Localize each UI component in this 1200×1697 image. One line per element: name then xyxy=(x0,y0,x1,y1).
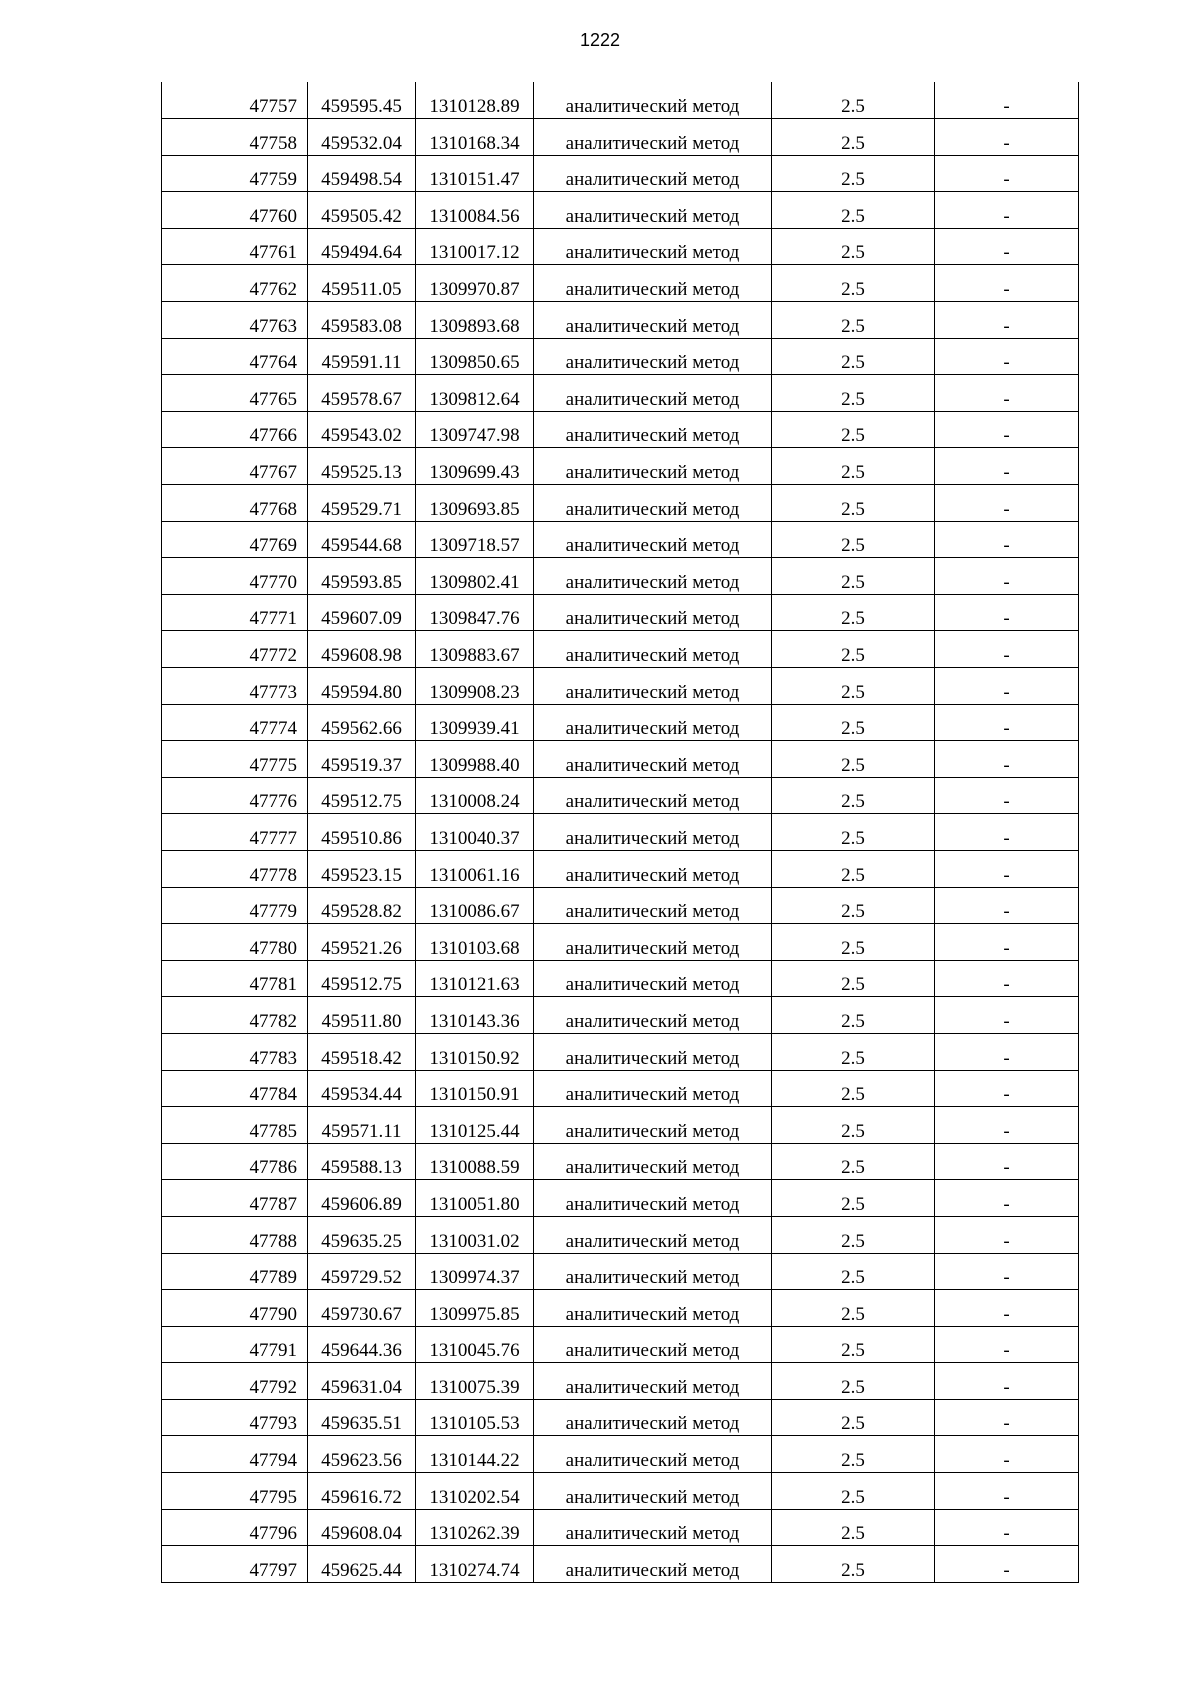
note-cell: - xyxy=(935,1033,1079,1070)
point-number-cell: 47779 xyxy=(162,887,308,924)
accuracy-cell: 2.5 xyxy=(772,887,935,924)
method-cell: аналитический метод xyxy=(534,338,772,375)
table-row xyxy=(162,1546,1079,1583)
accuracy-cell: 2.5 xyxy=(772,960,935,997)
point-number-cell: 47764 xyxy=(162,338,308,375)
table-row xyxy=(162,228,1079,265)
note-cell: - xyxy=(935,668,1079,705)
method-cell: аналитический метод xyxy=(534,741,772,778)
accuracy-cell: 2.5 xyxy=(772,192,935,229)
y-coordinate-cell: 1310084.56 xyxy=(416,192,534,229)
point-number-cell: 47760 xyxy=(162,192,308,229)
method-cell: аналитический метод xyxy=(534,1326,772,1363)
note-cell: - xyxy=(935,265,1079,302)
note-cell: - xyxy=(935,1290,1079,1327)
y-coordinate-cell: 1309893.68 xyxy=(416,302,534,339)
note-cell: - xyxy=(935,1509,1079,1546)
table-row xyxy=(162,302,1079,339)
accuracy-cell: 2.5 xyxy=(772,1216,935,1253)
point-number-cell: 47780 xyxy=(162,924,308,961)
y-coordinate-cell: 1310031.02 xyxy=(416,1216,534,1253)
y-coordinate-cell: 1309974.37 xyxy=(416,1253,534,1290)
y-coordinate-cell: 1310088.59 xyxy=(416,1143,534,1180)
table-row xyxy=(162,521,1079,558)
table-row xyxy=(162,594,1079,631)
table-row xyxy=(162,82,1079,119)
method-cell: аналитический метод xyxy=(534,594,772,631)
note-cell: - xyxy=(935,375,1079,412)
y-coordinate-cell: 1309693.85 xyxy=(416,485,534,522)
x-coordinate-cell: 459532.04 xyxy=(308,119,416,156)
point-number-cell: 47757 xyxy=(162,82,308,119)
table-row xyxy=(162,814,1079,851)
y-coordinate-cell: 1310128.89 xyxy=(416,82,534,119)
table-row xyxy=(162,1180,1079,1217)
x-coordinate-cell: 459608.98 xyxy=(308,631,416,668)
point-number-cell: 47782 xyxy=(162,997,308,1034)
y-coordinate-cell: 1310103.68 xyxy=(416,924,534,961)
y-coordinate-cell: 1310150.92 xyxy=(416,1033,534,1070)
method-cell: аналитический метод xyxy=(534,302,772,339)
y-coordinate-cell: 1309847.76 xyxy=(416,594,534,631)
note-cell: - xyxy=(935,1436,1079,1473)
page-number: 1222 xyxy=(579,30,621,50)
y-coordinate-cell: 1309975.85 xyxy=(416,1290,534,1327)
x-coordinate-cell: 459523.15 xyxy=(308,850,416,887)
table-row xyxy=(162,1326,1079,1363)
x-coordinate-cell: 459729.52 xyxy=(308,1253,416,1290)
x-coordinate-cell: 459588.13 xyxy=(308,1143,416,1180)
accuracy-cell: 2.5 xyxy=(772,1107,935,1144)
table-row xyxy=(162,741,1079,778)
accuracy-cell: 2.5 xyxy=(772,1363,935,1400)
table-row xyxy=(162,411,1079,448)
x-coordinate-cell: 459595.45 xyxy=(308,82,416,119)
method-cell: аналитический метод xyxy=(534,1509,772,1546)
x-coordinate-cell: 459518.42 xyxy=(308,1033,416,1070)
method-cell: аналитический метод xyxy=(534,1216,772,1253)
point-number-cell: 47775 xyxy=(162,741,308,778)
note-cell: - xyxy=(935,850,1079,887)
accuracy-cell: 2.5 xyxy=(772,631,935,668)
y-coordinate-cell: 1310125.44 xyxy=(416,1107,534,1144)
x-coordinate-cell: 459528.82 xyxy=(308,887,416,924)
point-number-cell: 47770 xyxy=(162,558,308,595)
y-coordinate-cell: 1309747.98 xyxy=(416,411,534,448)
table-row xyxy=(162,1399,1079,1436)
table-row xyxy=(162,997,1079,1034)
note-cell: - xyxy=(935,631,1079,668)
note-cell: - xyxy=(935,82,1079,119)
note-cell: - xyxy=(935,448,1079,485)
y-coordinate-cell: 1309812.64 xyxy=(416,375,534,412)
x-coordinate-cell: 459644.36 xyxy=(308,1326,416,1363)
point-number-cell: 47789 xyxy=(162,1253,308,1290)
x-coordinate-cell: 459631.04 xyxy=(308,1363,416,1400)
table-row xyxy=(162,265,1079,302)
note-cell: - xyxy=(935,302,1079,339)
accuracy-cell: 2.5 xyxy=(772,411,935,448)
point-number-cell: 47772 xyxy=(162,631,308,668)
y-coordinate-cell: 1309970.87 xyxy=(416,265,534,302)
accuracy-cell: 2.5 xyxy=(772,850,935,887)
accuracy-cell: 2.5 xyxy=(772,814,935,851)
accuracy-cell: 2.5 xyxy=(772,82,935,119)
method-cell: аналитический метод xyxy=(534,668,772,705)
method-cell: аналитический метод xyxy=(534,924,772,961)
note-cell: - xyxy=(935,741,1079,778)
point-number-cell: 47774 xyxy=(162,704,308,741)
note-cell: - xyxy=(935,1546,1079,1583)
point-number-cell: 47776 xyxy=(162,777,308,814)
x-coordinate-cell: 459571.11 xyxy=(308,1107,416,1144)
method-cell: аналитический метод xyxy=(534,1107,772,1144)
method-cell: аналитический метод xyxy=(534,1070,772,1107)
point-number-cell: 47758 xyxy=(162,119,308,156)
method-cell: аналитический метод xyxy=(534,997,772,1034)
x-coordinate-cell: 459607.09 xyxy=(308,594,416,631)
x-coordinate-cell: 459562.66 xyxy=(308,704,416,741)
y-coordinate-cell: 1309883.67 xyxy=(416,631,534,668)
y-coordinate-cell: 1310144.22 xyxy=(416,1436,534,1473)
point-number-cell: 47765 xyxy=(162,375,308,412)
coordinates-table xyxy=(161,82,1079,1583)
point-number-cell: 47788 xyxy=(162,1216,308,1253)
y-coordinate-cell: 1310008.24 xyxy=(416,777,534,814)
accuracy-cell: 2.5 xyxy=(772,448,935,485)
note-cell: - xyxy=(935,1216,1079,1253)
table-row xyxy=(162,155,1079,192)
y-coordinate-cell: 1309718.57 xyxy=(416,521,534,558)
note-cell: - xyxy=(935,1253,1079,1290)
table-row xyxy=(162,1253,1079,1290)
method-cell: аналитический метод xyxy=(534,485,772,522)
point-number-cell: 47795 xyxy=(162,1473,308,1510)
table-row xyxy=(162,375,1079,412)
x-coordinate-cell: 459529.71 xyxy=(308,485,416,522)
point-number-cell: 47796 xyxy=(162,1509,308,1546)
method-cell: аналитический метод xyxy=(534,850,772,887)
point-number-cell: 47769 xyxy=(162,521,308,558)
accuracy-cell: 2.5 xyxy=(772,777,935,814)
note-cell: - xyxy=(935,1070,1079,1107)
table-row xyxy=(162,1363,1079,1400)
table-row xyxy=(162,192,1079,229)
method-cell: аналитический метод xyxy=(534,1180,772,1217)
y-coordinate-cell: 1310075.39 xyxy=(416,1363,534,1400)
accuracy-cell: 2.5 xyxy=(772,1399,935,1436)
accuracy-cell: 2.5 xyxy=(772,741,935,778)
y-coordinate-cell: 1310262.39 xyxy=(416,1509,534,1546)
point-number-cell: 47792 xyxy=(162,1363,308,1400)
method-cell: аналитический метод xyxy=(534,1143,772,1180)
note-cell: - xyxy=(935,1107,1079,1144)
table-row xyxy=(162,887,1079,924)
point-number-cell: 47763 xyxy=(162,302,308,339)
x-coordinate-cell: 459510.86 xyxy=(308,814,416,851)
method-cell: аналитический метод xyxy=(534,228,772,265)
method-cell: аналитический метод xyxy=(534,814,772,851)
note-cell: - xyxy=(935,1473,1079,1510)
point-number-cell: 47787 xyxy=(162,1180,308,1217)
note-cell: - xyxy=(935,119,1079,156)
accuracy-cell: 2.5 xyxy=(772,485,935,522)
point-number-cell: 47768 xyxy=(162,485,308,522)
x-coordinate-cell: 459511.80 xyxy=(308,997,416,1034)
note-cell: - xyxy=(935,997,1079,1034)
table-row xyxy=(162,1033,1079,1070)
point-number-cell: 47767 xyxy=(162,448,308,485)
accuracy-cell: 2.5 xyxy=(772,1290,935,1327)
accuracy-cell: 2.5 xyxy=(772,1253,935,1290)
x-coordinate-cell: 459730.67 xyxy=(308,1290,416,1327)
accuracy-cell: 2.5 xyxy=(772,924,935,961)
point-number-cell: 47766 xyxy=(162,411,308,448)
table-row xyxy=(162,119,1079,156)
accuracy-cell: 2.5 xyxy=(772,265,935,302)
x-coordinate-cell: 459593.85 xyxy=(308,558,416,595)
accuracy-cell: 2.5 xyxy=(772,1070,935,1107)
note-cell: - xyxy=(935,594,1079,631)
table-row xyxy=(162,1216,1079,1253)
accuracy-cell: 2.5 xyxy=(772,338,935,375)
method-cell: аналитический метод xyxy=(534,265,772,302)
y-coordinate-cell: 1310151.47 xyxy=(416,155,534,192)
point-number-cell: 47791 xyxy=(162,1326,308,1363)
table-row xyxy=(162,924,1079,961)
accuracy-cell: 2.5 xyxy=(772,594,935,631)
note-cell: - xyxy=(935,1180,1079,1217)
point-number-cell: 47762 xyxy=(162,265,308,302)
method-cell: аналитический метод xyxy=(534,1033,772,1070)
x-coordinate-cell: 459625.44 xyxy=(308,1546,416,1583)
method-cell: аналитический метод xyxy=(534,411,772,448)
x-coordinate-cell: 459511.05 xyxy=(308,265,416,302)
y-coordinate-cell: 1310121.63 xyxy=(416,960,534,997)
accuracy-cell: 2.5 xyxy=(772,558,935,595)
accuracy-cell: 2.5 xyxy=(772,375,935,412)
method-cell: аналитический метод xyxy=(534,887,772,924)
table-row xyxy=(162,485,1079,522)
note-cell: - xyxy=(935,1363,1079,1400)
method-cell: аналитический метод xyxy=(534,704,772,741)
accuracy-cell: 2.5 xyxy=(772,1143,935,1180)
point-number-cell: 47784 xyxy=(162,1070,308,1107)
x-coordinate-cell: 459543.02 xyxy=(308,411,416,448)
y-coordinate-cell: 1310040.37 xyxy=(416,814,534,851)
method-cell: аналитический метод xyxy=(534,777,772,814)
x-coordinate-cell: 459578.67 xyxy=(308,375,416,412)
x-coordinate-cell: 459498.54 xyxy=(308,155,416,192)
accuracy-cell: 2.5 xyxy=(772,1546,935,1583)
y-coordinate-cell: 1310168.34 xyxy=(416,119,534,156)
note-cell: - xyxy=(935,777,1079,814)
note-cell: - xyxy=(935,924,1079,961)
x-coordinate-cell: 459635.51 xyxy=(308,1399,416,1436)
table-row xyxy=(162,1107,1079,1144)
table-row xyxy=(162,668,1079,705)
x-coordinate-cell: 459616.72 xyxy=(308,1473,416,1510)
note-cell: - xyxy=(935,155,1079,192)
x-coordinate-cell: 459608.04 xyxy=(308,1509,416,1546)
method-cell: аналитический метод xyxy=(534,375,772,412)
note-cell: - xyxy=(935,960,1079,997)
x-coordinate-cell: 459635.25 xyxy=(308,1216,416,1253)
note-cell: - xyxy=(935,228,1079,265)
y-coordinate-cell: 1310045.76 xyxy=(416,1326,534,1363)
table-row xyxy=(162,850,1079,887)
point-number-cell: 47777 xyxy=(162,814,308,851)
note-cell: - xyxy=(935,411,1079,448)
table-row xyxy=(162,1509,1079,1546)
method-cell: аналитический метод xyxy=(534,82,772,119)
note-cell: - xyxy=(935,814,1079,851)
table-row xyxy=(162,704,1079,741)
x-coordinate-cell: 459494.64 xyxy=(308,228,416,265)
y-coordinate-cell: 1310061.16 xyxy=(416,850,534,887)
y-coordinate-cell: 1309988.40 xyxy=(416,741,534,778)
y-coordinate-cell: 1310274.74 xyxy=(416,1546,534,1583)
y-coordinate-cell: 1310150.91 xyxy=(416,1070,534,1107)
note-cell: - xyxy=(935,704,1079,741)
y-coordinate-cell: 1310086.67 xyxy=(416,887,534,924)
x-coordinate-cell: 459519.37 xyxy=(308,741,416,778)
table-row xyxy=(162,777,1079,814)
method-cell: аналитический метод xyxy=(534,448,772,485)
method-cell: аналитический метод xyxy=(534,1473,772,1510)
coordinates-table-body xyxy=(162,82,1079,1582)
accuracy-cell: 2.5 xyxy=(772,1436,935,1473)
note-cell: - xyxy=(935,338,1079,375)
table-row xyxy=(162,1070,1079,1107)
method-cell: аналитический метод xyxy=(534,1436,772,1473)
note-cell: - xyxy=(935,887,1079,924)
note-cell: - xyxy=(935,1143,1079,1180)
table-row xyxy=(162,1473,1079,1510)
x-coordinate-cell: 459512.75 xyxy=(308,777,416,814)
note-cell: - xyxy=(935,485,1079,522)
table-row xyxy=(162,1143,1079,1180)
point-number-cell: 47790 xyxy=(162,1290,308,1327)
method-cell: аналитический метод xyxy=(534,631,772,668)
accuracy-cell: 2.5 xyxy=(772,155,935,192)
y-coordinate-cell: 1309850.65 xyxy=(416,338,534,375)
accuracy-cell: 2.5 xyxy=(772,302,935,339)
x-coordinate-cell: 459544.68 xyxy=(308,521,416,558)
y-coordinate-cell: 1309939.41 xyxy=(416,704,534,741)
x-coordinate-cell: 459594.80 xyxy=(308,668,416,705)
table-row xyxy=(162,1290,1079,1327)
point-number-cell: 47773 xyxy=(162,668,308,705)
accuracy-cell: 2.5 xyxy=(772,1326,935,1363)
note-cell: - xyxy=(935,521,1079,558)
y-coordinate-cell: 1310143.36 xyxy=(416,997,534,1034)
accuracy-cell: 2.5 xyxy=(772,521,935,558)
x-coordinate-cell: 459512.75 xyxy=(308,960,416,997)
point-number-cell: 47778 xyxy=(162,850,308,887)
y-coordinate-cell: 1310202.54 xyxy=(416,1473,534,1510)
table-row xyxy=(162,448,1079,485)
x-coordinate-cell: 459606.89 xyxy=(308,1180,416,1217)
table-row xyxy=(162,960,1079,997)
note-cell: - xyxy=(935,1326,1079,1363)
method-cell: аналитический метод xyxy=(534,1253,772,1290)
note-cell: - xyxy=(935,192,1079,229)
method-cell: аналитический метод xyxy=(534,521,772,558)
x-coordinate-cell: 459521.26 xyxy=(308,924,416,961)
method-cell: аналитический метод xyxy=(534,119,772,156)
accuracy-cell: 2.5 xyxy=(772,1509,935,1546)
accuracy-cell: 2.5 xyxy=(772,997,935,1034)
method-cell: аналитический метод xyxy=(534,1290,772,1327)
x-coordinate-cell: 459623.56 xyxy=(308,1436,416,1473)
x-coordinate-cell: 459505.42 xyxy=(308,192,416,229)
point-number-cell: 47793 xyxy=(162,1399,308,1436)
accuracy-cell: 2.5 xyxy=(772,119,935,156)
accuracy-cell: 2.5 xyxy=(772,228,935,265)
table-row xyxy=(162,1436,1079,1473)
accuracy-cell: 2.5 xyxy=(772,1180,935,1217)
point-number-cell: 47794 xyxy=(162,1436,308,1473)
accuracy-cell: 2.5 xyxy=(772,668,935,705)
table-row xyxy=(162,631,1079,668)
y-coordinate-cell: 1310051.80 xyxy=(416,1180,534,1217)
x-coordinate-cell: 459583.08 xyxy=(308,302,416,339)
method-cell: аналитический метод xyxy=(534,1546,772,1583)
point-number-cell: 47783 xyxy=(162,1033,308,1070)
method-cell: аналитический метод xyxy=(534,192,772,229)
accuracy-cell: 2.5 xyxy=(772,1473,935,1510)
accuracy-cell: 2.5 xyxy=(772,704,935,741)
table-row xyxy=(162,338,1079,375)
table-row xyxy=(162,558,1079,595)
note-cell: - xyxy=(935,1399,1079,1436)
point-number-cell: 47771 xyxy=(162,594,308,631)
y-coordinate-cell: 1309908.23 xyxy=(416,668,534,705)
method-cell: аналитический метод xyxy=(534,558,772,595)
y-coordinate-cell: 1310017.12 xyxy=(416,228,534,265)
x-coordinate-cell: 459534.44 xyxy=(308,1070,416,1107)
point-number-cell: 47781 xyxy=(162,960,308,997)
method-cell: аналитический метод xyxy=(534,960,772,997)
y-coordinate-cell: 1309802.41 xyxy=(416,558,534,595)
method-cell: аналитический метод xyxy=(534,1363,772,1400)
point-number-cell: 47786 xyxy=(162,1143,308,1180)
point-number-cell: 47785 xyxy=(162,1107,308,1144)
x-coordinate-cell: 459591.11 xyxy=(308,338,416,375)
point-number-cell: 47761 xyxy=(162,228,308,265)
x-coordinate-cell: 459525.13 xyxy=(308,448,416,485)
point-number-cell: 47759 xyxy=(162,155,308,192)
note-cell: - xyxy=(935,558,1079,595)
accuracy-cell: 2.5 xyxy=(772,1033,935,1070)
point-number-cell: 47797 xyxy=(162,1546,308,1583)
method-cell: аналитический метод xyxy=(534,155,772,192)
method-cell: аналитический метод xyxy=(534,1399,772,1436)
y-coordinate-cell: 1309699.43 xyxy=(416,448,534,485)
y-coordinate-cell: 1310105.53 xyxy=(416,1399,534,1436)
